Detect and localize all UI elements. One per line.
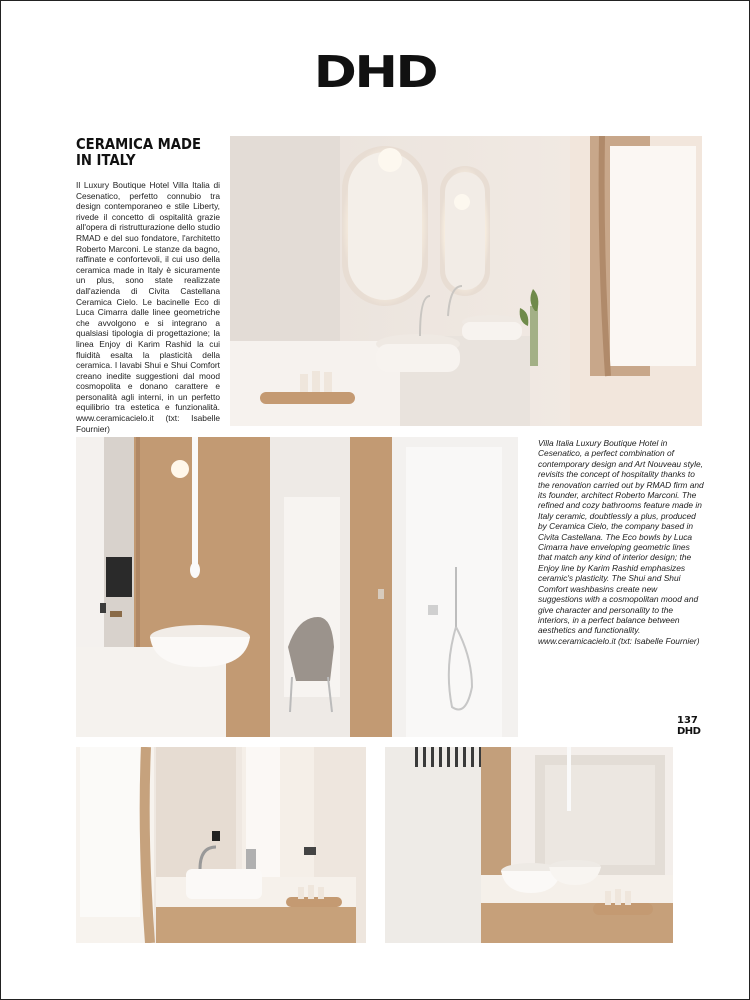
- photo-bathroom-mirror-wall: [385, 747, 673, 943]
- page-number-block: [677, 716, 707, 737]
- article-body-italian: Il Luxury Boutique Hotel Villa Italia di Cesenatico, perfetto connubio tra design contemporaneo e stile Liberty, rivede il concetto di ospitalità grazie all'opera di ristrutturazione dello studio RMAD e del suo fondatore, l'architetto Roberto Marconi. Le stanze da bagno, raffinate e confortevoli, il cui uso della ceramica made in Italy è sicuramente un plus, sono state realizzate dall'azienda di Civita Castellana Ceramica Cielo. Le bacinelle Eco di Luca Cimarra dalle linee geometriche che avvolgono e si integrano a qualsiasi tipologia di progettazione; la linea Enjoy di Karim Rashid la cui fluidità esalta la plasticità della ceramica. I lavabi Shui e Shui Comfort creano inedite suggestioni dal mood cosmopolita e donano carattere e personalità agli interni, in un perfetto equilibrio tra estetica e funzionalità. www.ceramicacielo.it (txt: Isabelle Fournier): [76, 180, 220, 434]
- footer-logo: DHD: [677, 726, 701, 737]
- photo-bathroom-shower: [76, 437, 518, 737]
- article-title: CERAMICA MADE IN ITALY: [76, 135, 201, 169]
- photo-bathroom-mirrors: [230, 136, 702, 426]
- masthead-logo: DHD: [313, 47, 437, 98]
- page-number: 137: [677, 715, 698, 726]
- article-body-english: Villa Italia Luxury Boutique Hotel in Cesenatico, a perfect combination of contemporary design and Art Nouveau style, revisits the concept of hospitality thanks to the renovation carried out by RMAD firm and its founder, architect Roberto Marconi. The refined and cozy bathrooms feature made in Italy ceramic, doubtlessly a plus, produced by Ceramica Cielo, the company based in Civita Castellana. The Eco bowls by Luca Cimarra have enveloping geometric lines that match any kind of interior design; the Enjoy line by Karim Rashid emphasizes ceramic's plasticity. The Shui and Shui Comfort washbasins create new suggestions with a cosmopolitan mood and give character and personality to the interiors, in a perfect balance between aesthetics and functionality. www.ceramicacielo.it (txt: Isabelle Fournier): [538, 438, 704, 646]
- photo-bathroom-washbasin: [76, 747, 366, 943]
